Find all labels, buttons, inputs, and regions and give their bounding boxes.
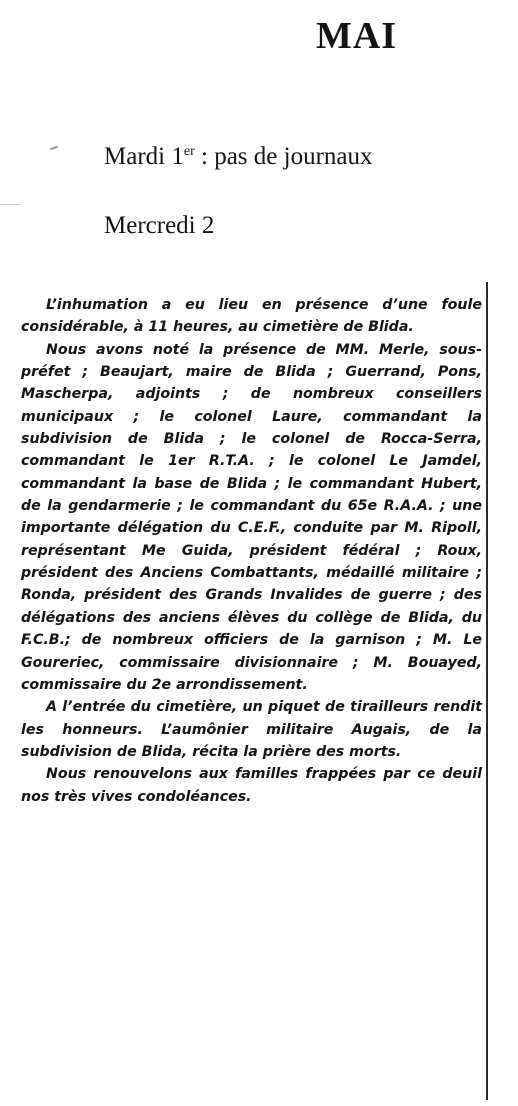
scan-mark [50,146,58,151]
day-heading-tuesday [104,143,372,171]
day-note: : pas de journaux [194,143,373,170]
article-paragraph: L’inhumation a eu lieu en présence d’une foule considérable, à 11 heures, au cimetière de Blida. [21,297,482,336]
ordinal-suffix: er [183,144,195,159]
article-paragraph: Nous avons noté la présence de MM. Merle, sous-préfet ; Beaujart, maire de Blida ; Guerrand, Pons, Mascherpa, adjoints ; de nombreux conseillers municipaux ; le colonel Laure, commandant la subdivision de Blida ; le colonel de Rocca-Serra, commandant le 1er R.T.A. ; le colonel Le Jamdel, commandant la base de Blida ; le commandant Hubert, de la gendarmerie ; le commandant du 65e R.A.A. ; une importante délégation du C.E.F., conduite par M. Ripoll, représentant Me Guida, président fédéral ; Roux, président des Anciens Combattants, médaillé militaire ; Ronda, président des Grands Invalides de guerre ; des délégations des anciens élèves du collège de Blida, du F.C.B.; de nombreux officiers de la garnison ; M. Le Goureriec, commissaire divisionnaire ; M. Bouayed, commissaire du 2e arrondissement. [21,341,482,693]
day-heading-wednesday: Mercredi 2 [104,212,215,239]
scan-mark [0,204,20,205]
column-rule [486,282,488,1100]
month-heading: MAI [316,15,398,57]
newspaper-clipping [21,294,482,808]
article-paragraph: Nous renouvelons aux familles frappées par ce deuil nos très vives condoléances. [21,766,482,805]
article-paragraph: A l’entrée du cimetière, un piquet de tirailleurs rendit les honneurs. L’aumônier militaire Augais, de la subdivision de Blida, récita la prière des morts. [21,699,482,760]
day-label: Mardi 1 [104,143,184,170]
